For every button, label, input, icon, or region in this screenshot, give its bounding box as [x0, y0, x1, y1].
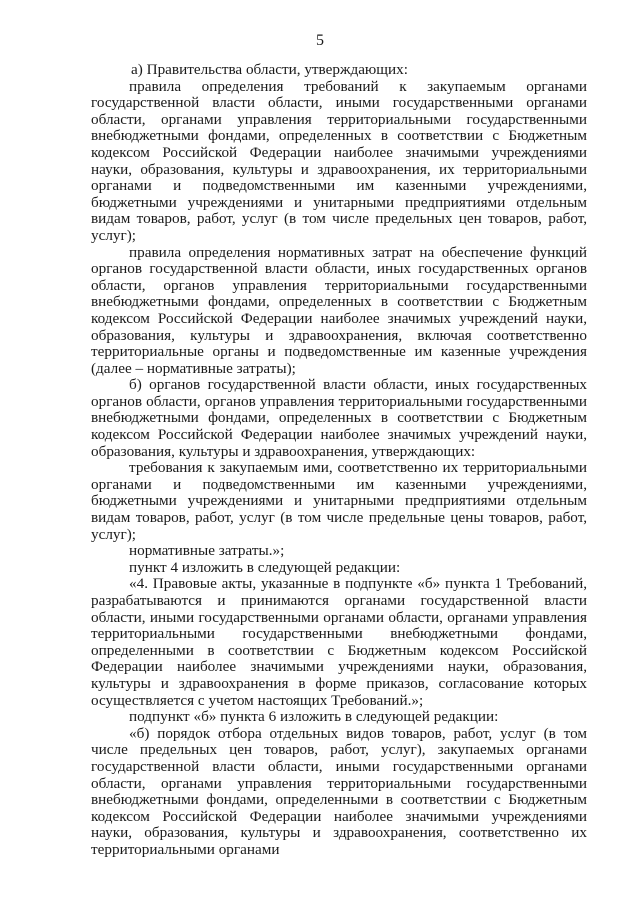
paragraph-purchase-requirements: требования к закупаемым ими, соответственно их территориальными органами и подведомственными им казенными учреждениями, бюджетными учреждениями и унитарными предприятиями отдельным видам товаров, работ, услуг (в том числе предельные цены товаров, работ, услуг);: [91, 459, 587, 543]
paragraph-subitem-6b-text: «б) порядок отбора отдельных видов товаров, работ, услуг (в том числе предельных цен товаров, работ, услуг), закупаемых органами государственной власти области, иными государственными органами области, органами управления территориальными государственными внебюджетными фондами, определенными в соответствии с Бюджетным кодексом Российской Федерации наиболее значимыми учреждениями науки, образования, культуры и здравоохранения, соответственно их территориальными органами: [91, 724, 587, 858]
paragraph-subitem-6b-heading: подпункт «б» пункта 6 изложить в следующей редакции:: [129, 708, 499, 726]
paragraph-intro-b: б) органов государственной власти области, иных государственных органов области, органов управления территориальными государственными внебюджетными фондами, определенных в соответствии с Бюджетным кодексом Российской Федерации наиболее значимых учреждений науки, образования, культуры и здравоохранения, утверждающих:: [91, 376, 587, 460]
paragraph-intro-a: а) Правительства области, утверждающих:: [131, 61, 408, 78]
paragraph-item-4-text: «4. Правовые акты, указанные в подпункте «б» пункта 1 Требований, разрабатываются и принимаются органами государственной власти области, иными государственными органами области, органами управления территориальными государственными внебюджетными фондами, определенными в соответствии с Бюджетным кодексом Российской Федерации наиболее значимыми учреждениями науки, образования, культуры и здравоохранения в форме приказов, согласование которых осуществляется с учетом настоящих Требований.»;: [91, 575, 587, 709]
paragraph-item-4-heading: пункт 4 изложить в следующей редакции:: [129, 558, 401, 576]
paragraph-requirements-rules: правила определения требований к закупаемым органами государственной власти области, иными государственными органами области, органами управления территориальными государственными внебюджетными фондами, определенных в соответствии с Бюджетным кодексом Российской Федерации наиболее значимыми учреждениями науки, образования, культуры и здравоохранения, их территориальными органами и подведомственными им казенными учреждениями, бюджетными учреждениями и унитарными предприятиями отдельным видам товаров, работ, услуг (в том числе предельных цен товаров, работ, услуг);: [91, 77, 587, 244]
paragraph-normative-costs-rules: правила определения нормативных затрат на обеспечение функций органов государственной власти области, иных государственных органов области, органов управления территориальными государственными внебюджетными фондами, определенных в соответствии с Бюджетным кодексом Российской Федерации наиболее значимых учреждений науки, образования, культуры и здравоохранения, включая соответственно территориальные органы и подведомственные им казенные учреждения (далее – нормативные затраты);: [91, 243, 587, 377]
document-body: [91, 62, 587, 859]
page-number: 5: [316, 32, 324, 49]
paragraph-normative-costs: нормативные затраты.»;: [129, 542, 285, 560]
